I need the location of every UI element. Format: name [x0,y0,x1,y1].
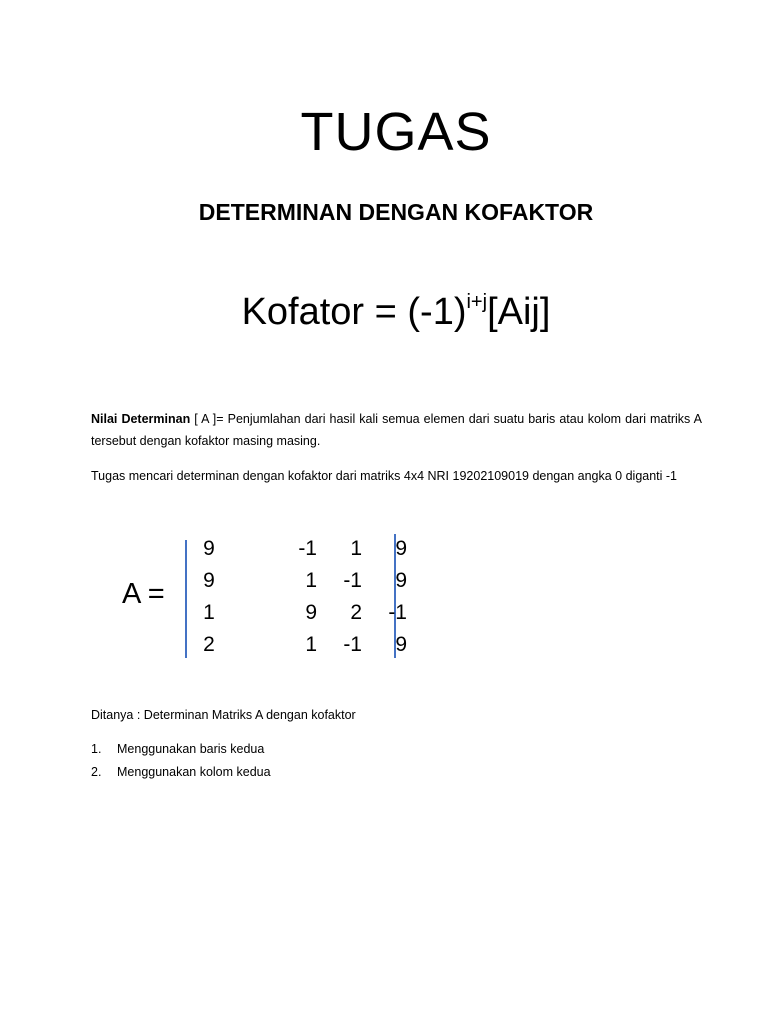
document-subtitle: DETERMINAN DENGAN KOFAKTOR [198,199,594,225]
list-item [91,761,271,784]
matrix-a [193,533,407,661]
matrix-row [193,597,407,629]
matrix-row [193,533,407,565]
definition-paragraph [91,408,702,452]
matrix-cell: -1 [298,537,317,560]
formula-prefix: Kofator = (-1) [241,291,467,333]
definition-text: [ A ]= Penjumlahan dari hasil kali semua elemen dari suatu baris atau kolom dari matriks A tersebut dengan kofaktor masing masing. [91,412,702,448]
method-list [91,738,271,784]
matrix-cell: 1 [350,537,362,560]
list-number: 2. [91,765,102,779]
matrix-cell: 9 [395,537,407,560]
matrix-row [193,565,407,597]
matrix-cell: 9 [305,601,317,624]
formula-exponent: i+j [466,291,488,313]
task-paragraph: Tugas mencari determinan dengan kofaktor dari matriks 4x4 NRI 19202109019 dengan angka 0 diganti -1 [91,469,678,483]
matrix-cell: -1 [343,569,362,592]
matrix-row [193,629,407,661]
matrix-cell: 9 [395,569,407,592]
definition-term: Nilai Determinan [91,412,191,426]
list-text: Menggunakan baris kedua [117,742,265,756]
document-title: TUGAS [300,102,492,162]
formula-suffix: [Aij] [487,291,551,333]
matrix-cell: 1 [305,569,317,592]
list-text: Menggunakan kolom kedua [117,765,271,779]
matrix-cell: -1 [343,633,362,656]
matrix-cell: 1 [305,633,317,656]
matrix-label: A = [122,578,165,610]
matrix-cell: 2 [350,601,362,624]
matrix-cell: -1 [388,601,407,624]
list-item [91,738,271,761]
matrix-cell: 2 [203,633,215,656]
matrix-cell: 9 [203,537,215,560]
matrix-cell: 9 [395,633,407,656]
matrix-left-bar [185,540,187,658]
list-number: 1. [91,742,102,756]
matrix-cell: 1 [203,601,215,624]
question-text: Ditanya : Determinan Matriks A dengan kofaktor [91,708,356,722]
cofactor-formula [0,286,768,338]
matrix-cell: 9 [203,569,215,592]
